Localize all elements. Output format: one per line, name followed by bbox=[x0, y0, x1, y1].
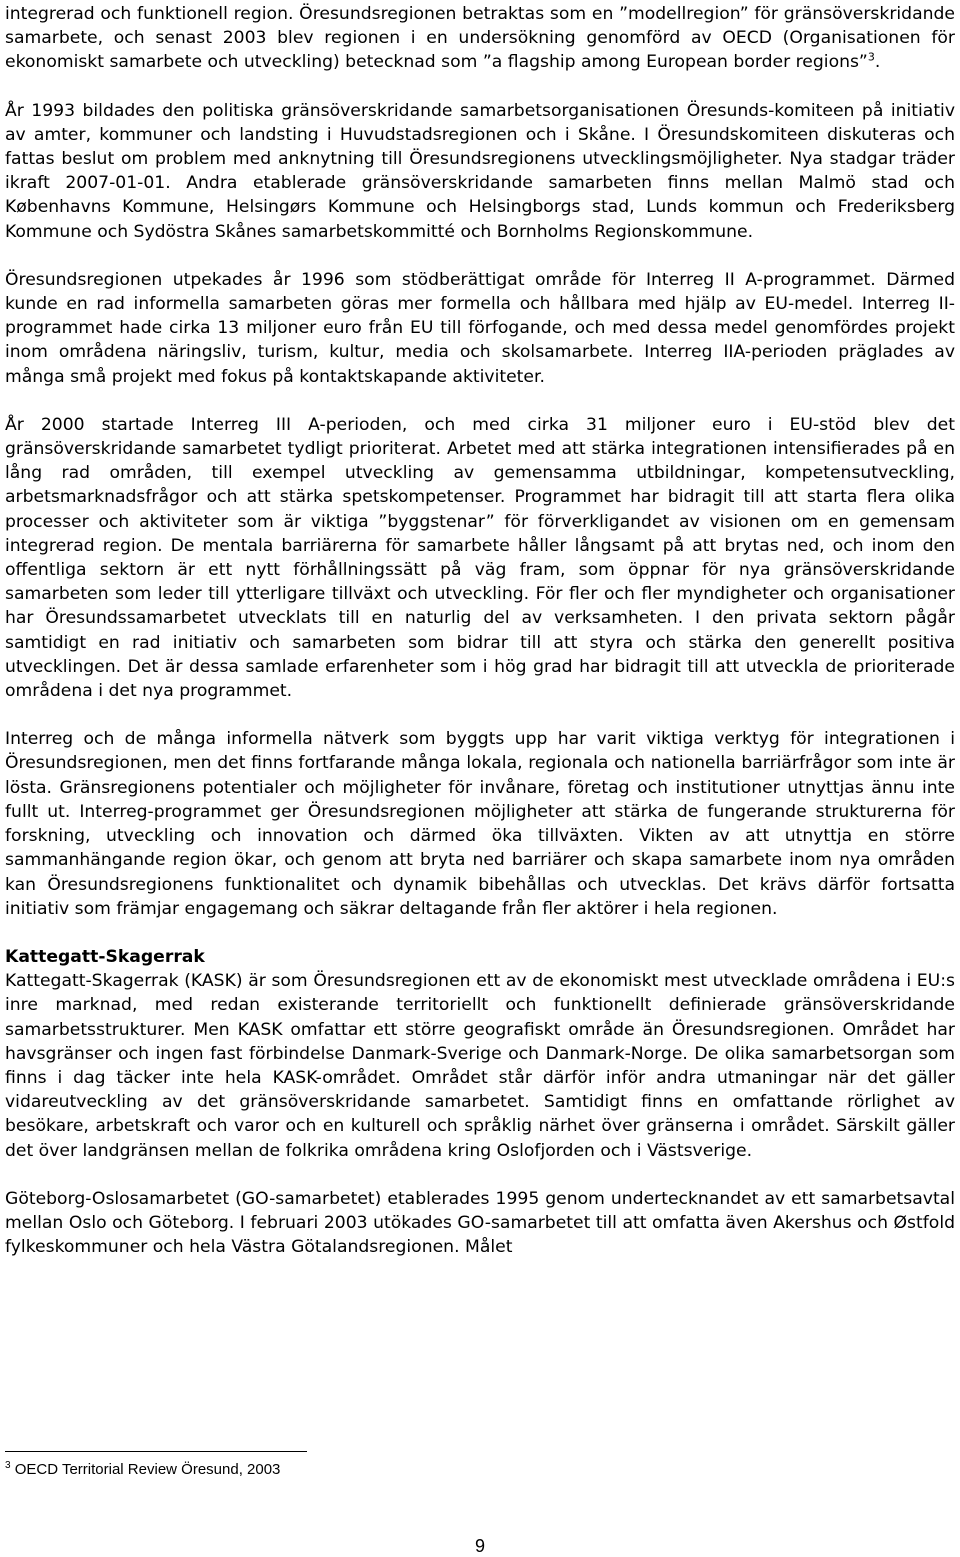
document-page bbox=[5, 0, 955, 1283]
paragraph-text: integrerad och funktionell region. Öresundsregionen betraktas som en ”modellregion” för gränsöverskridande samarbete, och senast 2003 blev regionen i en undersökning genomförd av OECD (Organisationen för ekonomiskt samarbete och utveckling) betecknad som ”a flagship among European border regions” bbox=[5, 4, 955, 73]
paragraph-end: . bbox=[874, 52, 881, 73]
footnote-text: OECD Territorial Review Öresund, 2003 bbox=[10, 1461, 281, 1478]
footnote bbox=[5, 1460, 280, 1480]
footnote-reference[interactable]: 3 bbox=[867, 50, 875, 64]
section-heading-kattegatt-skagerrak: Kattegatt-Skagerrak bbox=[5, 946, 205, 967]
paragraph-interreg-iii: År 2000 startade Interreg III A-perioden, och med cirka 31 miljoner euro i EU-stöd blev det gränsöverskridande samarbetet tydligt prioriterat. Arbetet med att stärka integrationen intensifierades på en lång rad områden, till exempel utveckling av gemensamma utbildningar, kompetensutveckling, arbetsmarknadsfrågor och att stärka spetskompetenser. Programmet har bidragit till att starta flera olika processer och aktiviteter som är viktiga ”byggstenar” för förverkligandet av visionen om en gemensam integrerad region. De mentala barriärerna för samarbete håller långsamt på att brytas ned, och inom den offentliga sektorn är ett nytt förhållningssätt på väg fram, som öppnar för nya gränsöverskridande samarbeten som leder till ytterligare tillväxt och utveckling. För fler och fler myndigheter och organisationer har Öresundssamarbetet utvecklats till en naturlig del av verksamheten. I den privata sektorn pågår samtidigt en rad initiativ och samarbeten som bidrar till att styra och stärka den generellt positiva utvecklingen. Det är dessa samlade erfarenheter som i hög grad har bidragit till att utveckla de prioriterade områdena i det nya programmet. bbox=[5, 414, 955, 702]
page-number: 9 bbox=[474, 1536, 485, 1556]
footnote-number: 3 bbox=[5, 1460, 11, 1471]
paragraph-kask: Kattegatt-Skagerrak (KASK) är som Öresundsregionen ett av de ekonomiskt mest utvecklade områdena i EU:s inre marknad, med redan existerande territoriellt och funktionellt definierade gränsöverskridande samarbetsstrukturer. Men KASK omfattar ett större geografiskt område än Öresundsregionen. Området har havsgränser och ingen fast förbindelse Danmark-Sverige och Danmark-Norge. De olika samarbetsorgan som finns i dag täcker inte hela KASK-området. Området står därför inför andra utmaningar när det gäller vidareutveckling av det gränsöverskridande samarbetet. Samtidigt finns en omfattande rörlighet av besökare, arbetskraft och varor och en kulturell och språklig närhet över gränserna i området. Särskilt gäller det över landgränsen mellan de folkrika områdena kring Oslofjorden och i Västsverige. bbox=[5, 971, 955, 1161]
paragraph-oresundskomiteen: År 1993 bildades den politiska gränsöverskridande samarbetsorganisationen Öresunds-komiteen på initiativ av amter, kommuner och landsting i Huvudstadsregionen och i Skåne. I Öresundskomiteen diskuteras och fattas beslut om problem med anknytning till Öresundsregionens utvecklingsmöjligheter. Nya stadgar träder ikraft 2007-01-01. Andra etablerade gränsöverskridande samarbeten finns mellan Malmö stad och Københavns Kommune, Helsingørs Kommune och Helsingborgs stad, Lunds kommun och Frederiksberg Kommune och Sydöstra Skånes samarbetskommitté och Bornholms Regionskommune. bbox=[5, 100, 955, 242]
paragraph-networks: Interreg och de många informella nätverk som byggts upp har varit viktiga verktyg för integrationen i Öresundsregionen, men det finns fortfarande många lokala, regionala och nationella barriärfrågor som inte är lösta. Gränsregionens potentialer och möjligheter för invånare, företag och institutioner utnyttjas ännu inte fullt ut. Interreg-programmet ger Öresundsregionen möjligheter att stärka de fungerande strukturerna för forskning, utveckling och innovation och därmed öka tillväxten. Vikten av att utnyttja en större sammanhängande region ökar, och genom att bryta ned barriärer och skapa samarbete inom nya områden kan Öresundsregionens funktionalitet och dynamik bibehållas och utvecklas. Det krävs därför fortsatta initiativ som främjar engagemang och säkrar deltagande från fler aktörer i hela regionen. bbox=[5, 729, 955, 919]
paragraph-interreg-ii: Öresundsregionen utpekades år 1996 som stödberättigat område för Interreg II A-programmet. Därmed kunde en rad informella samarbeten göras mer formella och hållbara med hjälp av EU-medel. Interreg II-programmet hade cirka 13 miljoner euro från EU till förfogande, och med dessa medel genomfördes projekt inom områdena näringsliv, turism, kultur, media och skolsamarbete. Interreg IIA-perioden präglades av många små projekt med fokus på kontaktskapande aktiviteter. bbox=[5, 269, 955, 387]
paragraph-oresund-model-region bbox=[5, 2, 955, 75]
paragraph-go-samarbetet: Göteborg-Oslosamarbetet (GO-samarbetet) etablerades 1995 genom undertecknandet av ett samarbetsavtal mellan Oslo och Göteborg. I februari 2003 utökades GO-samarbetet till att omfatta även Akershus och Østfold fylkeskommuner och hela Västra Götalandsregionen. Målet bbox=[5, 1188, 955, 1258]
footnote-divider bbox=[5, 1451, 307, 1452]
